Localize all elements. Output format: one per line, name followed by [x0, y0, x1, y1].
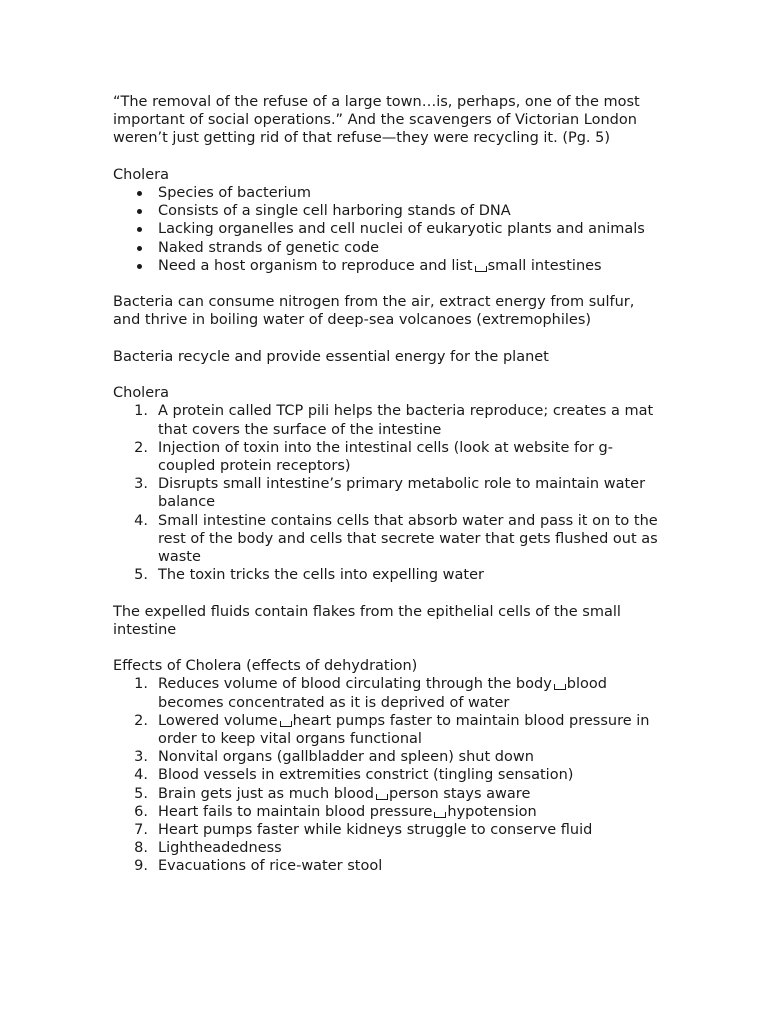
- list-item-text: blood becomes concentrated as it is deprived of water: [158, 676, 607, 711]
- list-number: 1.: [134, 676, 148, 693]
- list-item-text: A protein called TCP pili helps the bacteria reproduce; creates a mat that covers the surface of the intestine: [158, 403, 654, 438]
- cholera-steps-heading: Cholera: [113, 385, 169, 402]
- document-page: [113, 93, 663, 894]
- list-item-text: Evacuations of rice-water stool: [158, 858, 383, 875]
- list-item: [113, 857, 663, 875]
- list-item: [113, 712, 663, 748]
- list-item-text: Need a host organism to reproduce and list: [158, 257, 473, 274]
- list-number: 4.: [134, 512, 148, 529]
- arrow-symbol-icon: [475, 266, 487, 272]
- list-item: [113, 475, 663, 511]
- list-item: [113, 512, 663, 567]
- arrow-symbol-icon: [554, 684, 566, 690]
- arrow-symbol-icon: [376, 794, 388, 800]
- list-number: 7.: [134, 822, 148, 839]
- list-number: 9.: [134, 858, 148, 875]
- list-item-text: Heart fails to maintain blood pressure: [158, 803, 433, 820]
- list-number: 4.: [134, 767, 148, 784]
- list-number: 5.: [134, 567, 148, 584]
- arrow-symbol-icon: [434, 812, 446, 818]
- cholera-steps-list: [113, 402, 663, 584]
- list-item-text: small intestines: [487, 257, 602, 274]
- intro-quote: “The removal of the refuse of a large town…is, perhaps, one of the most important of social operations.” And the scavengers of Victorian London weren’t just getting rid of that refuse—they were recycling it. (Pg. 5): [113, 94, 640, 147]
- list-item-text: Disrupts small intestine’s primary metabolic role to maintain water balance: [158, 476, 646, 511]
- list-item: [113, 821, 663, 839]
- list-item: Consists of a single cell harboring stands of DNA: [113, 202, 663, 220]
- list-item: [113, 439, 663, 475]
- list-number: 3.: [134, 476, 148, 493]
- list-item: [113, 803, 663, 821]
- list-item-text: Lowered volume: [158, 712, 278, 729]
- list-item-text: hypotension: [447, 803, 537, 820]
- list-number: 2.: [134, 439, 148, 456]
- effects-list: [113, 675, 663, 875]
- list-item-text: heart pumps faster to maintain blood pressure in order to keep vital organs functional: [158, 712, 650, 748]
- list-number: 1.: [134, 403, 148, 420]
- list-item: [113, 675, 663, 711]
- list-item: Lacking organelles and cell nuclei of eukaryotic plants and animals: [113, 220, 663, 238]
- list-item-text: Lightheadedness: [158, 840, 282, 857]
- list-item-text: The toxin tricks the cells into expelling water: [158, 567, 484, 584]
- bacteria-paragraph: Bacteria can consume nitrogen from the air, extract energy from sulfur, and thrive in boiling water of deep-sea volcanoes (extremophiles): [113, 294, 635, 329]
- list-item: Species of bacterium: [113, 184, 663, 202]
- arrow-symbol-icon: [280, 721, 292, 727]
- list-item-text: Nonvital organs (gallbladder and spleen) shut down: [158, 749, 534, 766]
- list-item-text: Blood vessels in extremities constrict (tingling sensation): [158, 767, 574, 784]
- list-number: 8.: [134, 840, 148, 857]
- list-item: [113, 566, 663, 584]
- list-item-text: Brain gets just as much blood: [158, 785, 374, 802]
- list-item: [113, 257, 663, 275]
- cholera-bullet-list: [113, 184, 663, 275]
- list-item: Naked strands of genetic code: [113, 239, 663, 257]
- list-item-text: Small intestine contains cells that absorb water and pass it on to the rest of the body and cells that secrete water that gets flushed out as waste: [158, 512, 658, 566]
- list-number: 2.: [134, 712, 148, 729]
- list-item: [113, 766, 663, 784]
- expelled-fluids-paragraph: The expelled fluids contain flakes from the epithelial cells of the small intestine: [113, 603, 621, 638]
- list-item-text: person stays aware: [388, 785, 531, 802]
- list-item: [113, 839, 663, 857]
- list-item: [113, 748, 663, 766]
- list-item-text: Injection of toxin into the intestinal cells (look at website for g-coupled protein receptors): [158, 439, 613, 474]
- list-item-text: Reduces volume of blood circulating through the body: [158, 676, 552, 693]
- list-number: 5.: [134, 785, 148, 802]
- list-item-text: Heart pumps faster while kidneys struggle to conserve fluid: [158, 822, 593, 839]
- list-item: [113, 402, 663, 438]
- list-item: [113, 785, 663, 803]
- list-number: 3.: [134, 749, 148, 766]
- cholera-heading: Cholera: [113, 166, 169, 183]
- effects-heading: Effects of Cholera (effects of dehydration): [113, 658, 418, 675]
- bacteria-recycle-paragraph: Bacteria recycle and provide essential energy for the planet: [113, 348, 549, 365]
- list-number: 6.: [134, 803, 148, 820]
